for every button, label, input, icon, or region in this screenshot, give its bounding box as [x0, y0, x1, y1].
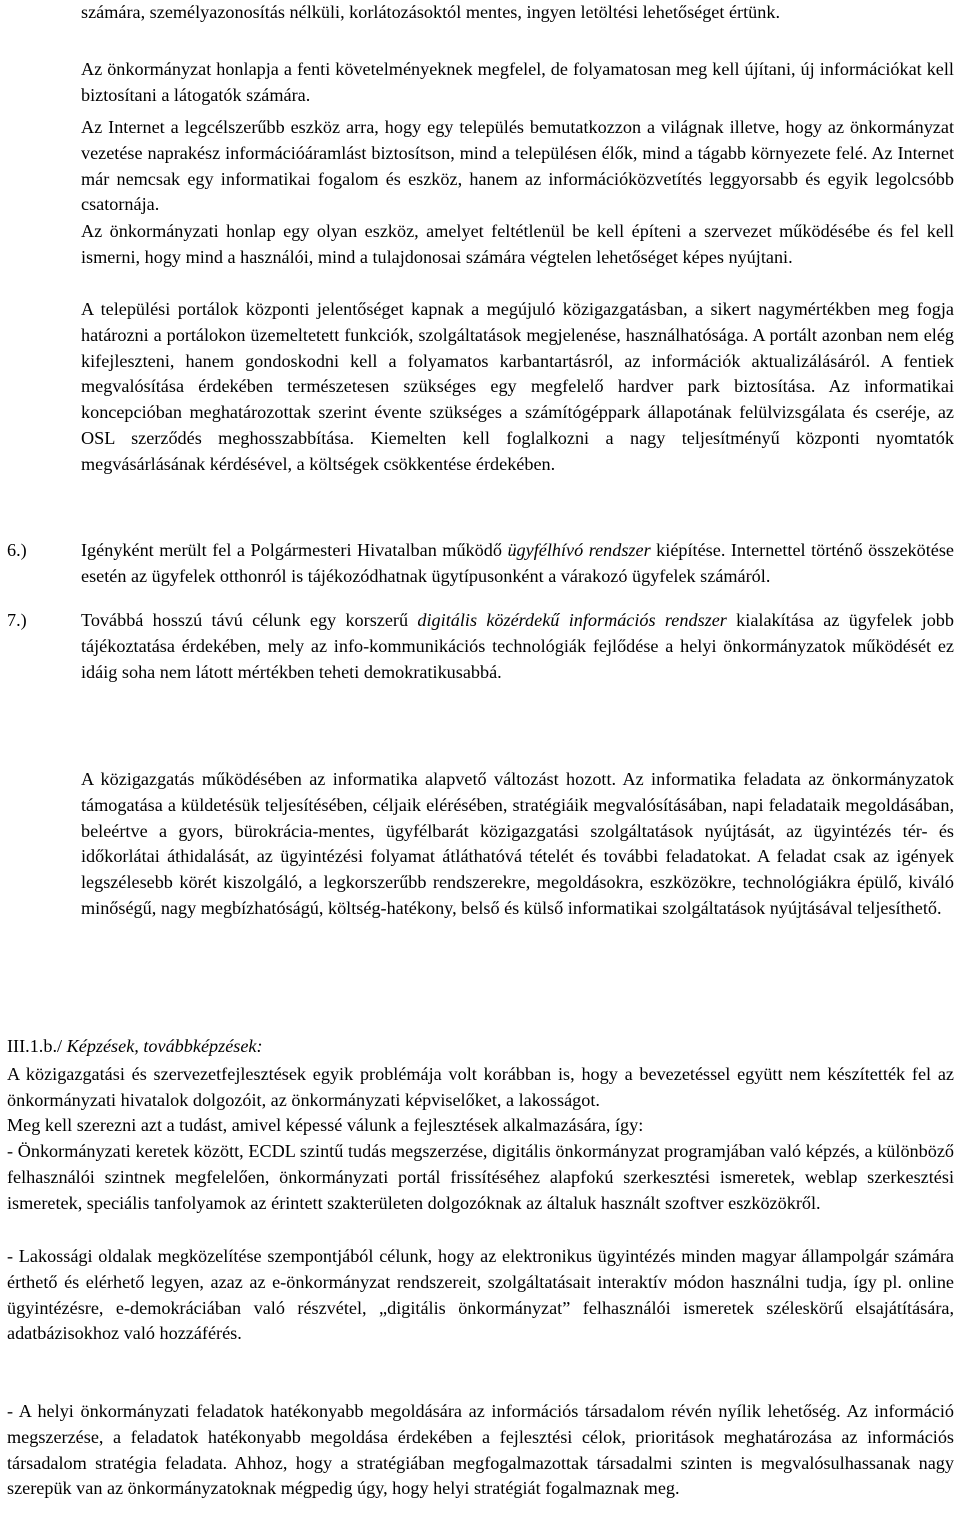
section-paragraph-3: - Önkormányzati keretek között, ECDL szintű tudás megszerzése, digitális önkormányzat programjában való képzés, a különböző felhasználói szintnek megfelelően, önkormányzati portál frissítéséhez alapfokú szerkesztési ismeretek, weblap szerkesztési ismeretek, speciális tanfolyamok az érintett szakterületen dolgozóknak az általuk használt szoftver eszközökről.	[7, 1141, 954, 1213]
item-7-text-a: Továbbá hosszú távú célunk egy korszerű	[81, 610, 418, 630]
item-7-paragraph-2: A közigazgatás működésében az informatika alapvető változást hozott. Az informatika feladata az önkormányzatok támogatása a küldetésük teljesítésében, céljaik elérésében, stratégiáik megvalósításában, napi feladataik megoldásában, beleértve a gyors, bürokrácia-mentes, ügyfélbarát közigazgatási szolgáltatások nyújtását, az ügyintézés tér- és időkorlátai áthidalását, az ügyintézési folyamat átláthatóvá tételét és további feladatokat. A feladat csak az igények legszélesebb körét kiszolgáló, a legkorszerűbb rendszerekre, megoldásokra, eszközökre, technológiákra épülő, kiváló minőségű, nagy megbízhatóságú, költség-hatékony, belső és külső informatikai szolgáltatások nyújtásával teljesíthető.	[81, 769, 954, 918]
item-6-number: 6.)	[7, 540, 27, 560]
item-7-number: 7.)	[7, 610, 27, 630]
section-heading	[7, 1034, 263, 1060]
section-title: Képzések, továbbképzések:	[62, 1036, 263, 1056]
item-6-text-a: Igényként merült fel a Polgármesteri Hivatalban működő	[81, 540, 508, 560]
intro-paragraph-3: Az Internet a legcélszerűbb eszköz arra, hogy egy település bemutatkozzon a világnak illetve, hogy az önkormányzat vezetése naprakész információáramlást biztosítson, mind a településen élők, mind a tágabb környezete felé. Az Internet már nemcsak egy informatikai fogalom és eszköz, hanem az információközvetítés leggyorsabb és egyik legolcsóbb csatornája.	[81, 117, 954, 215]
section-number: III.1.b./	[7, 1036, 63, 1056]
item-6-paragraph	[81, 538, 954, 590]
item-7-text-b: kialakítása az ügyfelek jobb tájékoztatása érdekében, mely az info-kommunikációs technológiák fejlődése a helyi önkormányzatok működését ez idáig soha nem látott mértékben teheti demokratikusabbá.	[81, 610, 954, 682]
intro-paragraph-5: A települési portálok központi jelentőséget kapnak a megújuló közigazgatásban, a sikert nagymértékben meg fogja határozni a portálokon üzemeltetett funkciók, szolgáltatások megjelenése, használhatósága. A portált azonban nem elég kifejleszteni, hanem gondoskodni kell a folyamatos karbantartásról, az információk aktualizálásáról. A fentiek megvalósítása érdekében természetesen szükséges egy megfelelő hardver park biztosítása. Az informatikai koncepcióban meghatározottak szerint évente szükséges a számítógéppark állapotának felülvizsgálata és cseréje, az OSL szerződés meghosszabbítása. Kiemelten kell foglalkozni a nagy teljesítményű központi nyomtatók megvásárlásának kérdésével, a költségek csökkentése érdekében.	[81, 299, 954, 474]
item-6-text-b: kiépítése. Internettel történő összekötése esetén az ügyfelek otthonról is tájékozódhatnak ügytípusonként a várakozó ügyfelek számáról.	[81, 540, 954, 586]
intro-paragraph-4: Az önkormányzati honlap egy olyan eszköz, amelyet feltétlenül be kell építeni a szervezet működésébe és fel kell ismerni, hogy mind a használói, mind a tulajdonosai számára végtelen lehetőséget képes nyújtani.	[81, 221, 954, 267]
section-paragraph-2: Meg kell szerezni azt a tudást, amivel képessé válunk a fejlesztések alkalmazására, így:	[7, 1115, 644, 1135]
item-7-emphasis: digitális közérdekű információs rendszer	[417, 610, 727, 630]
section-paragraph-5: - A helyi önkormányzati feladatok hatékonyabb megoldására az információs társadalom révén nyílik lehetőség. Az információ megszerzése, a feladatok hatékonyabb megoldása érdekében a fejlesztési célok, prioritások meghatározása az információs társadalom stratégia feladata. Ahhoz, hogy a stratégiában megfogalmazottak társadalmi szinten is megvalósulhassanak nagy szerepük van az önkormányzatoknak mégpedig úgy, hogy helyi stratégiát fogalmaznak meg.	[7, 1401, 954, 1499]
item-6-emphasis: ügyfélhívó rendszer	[507, 540, 651, 560]
section-paragraph-1: A közigazgatási és szervezetfejlesztések egyik problémája volt korábban is, hogy a bevezetéssel együtt nem készítették fel az önkormányzati hivatalok dolgozóit, az önkormányzati képviselőket, a lakosságot.	[7, 1064, 954, 1110]
item-7-paragraph	[81, 608, 954, 685]
section-paragraph-4: - Lakossági oldalak megközelítése szempontjából célunk, hogy az elektronikus ügyintézés minden magyar állampolgár számára érthető és elérhető legyen, azaz az e-önkormányzat rendszereit, szolgáltatásait interaktív módon használni tudja, így pl. online ügyintézésre, e-demokráciában való részvétel, „digitális önkormányzat” felhasználói ismeretek széleskörű elsajátítására, adatbázisokhoz való hozzáférés.	[7, 1246, 954, 1344]
intro-paragraph-2: Az önkormányzat honlapja a fenti követelményeknek megfelel, de folyamatosan meg kell újítani, új információkat kell biztosítani a látogatók számára.	[81, 59, 954, 105]
intro-paragraph-1: számára, személyazonosítás nélküli, korlátozásoktól mentes, ingyen letöltési lehetőséget értünk.	[81, 2, 780, 22]
